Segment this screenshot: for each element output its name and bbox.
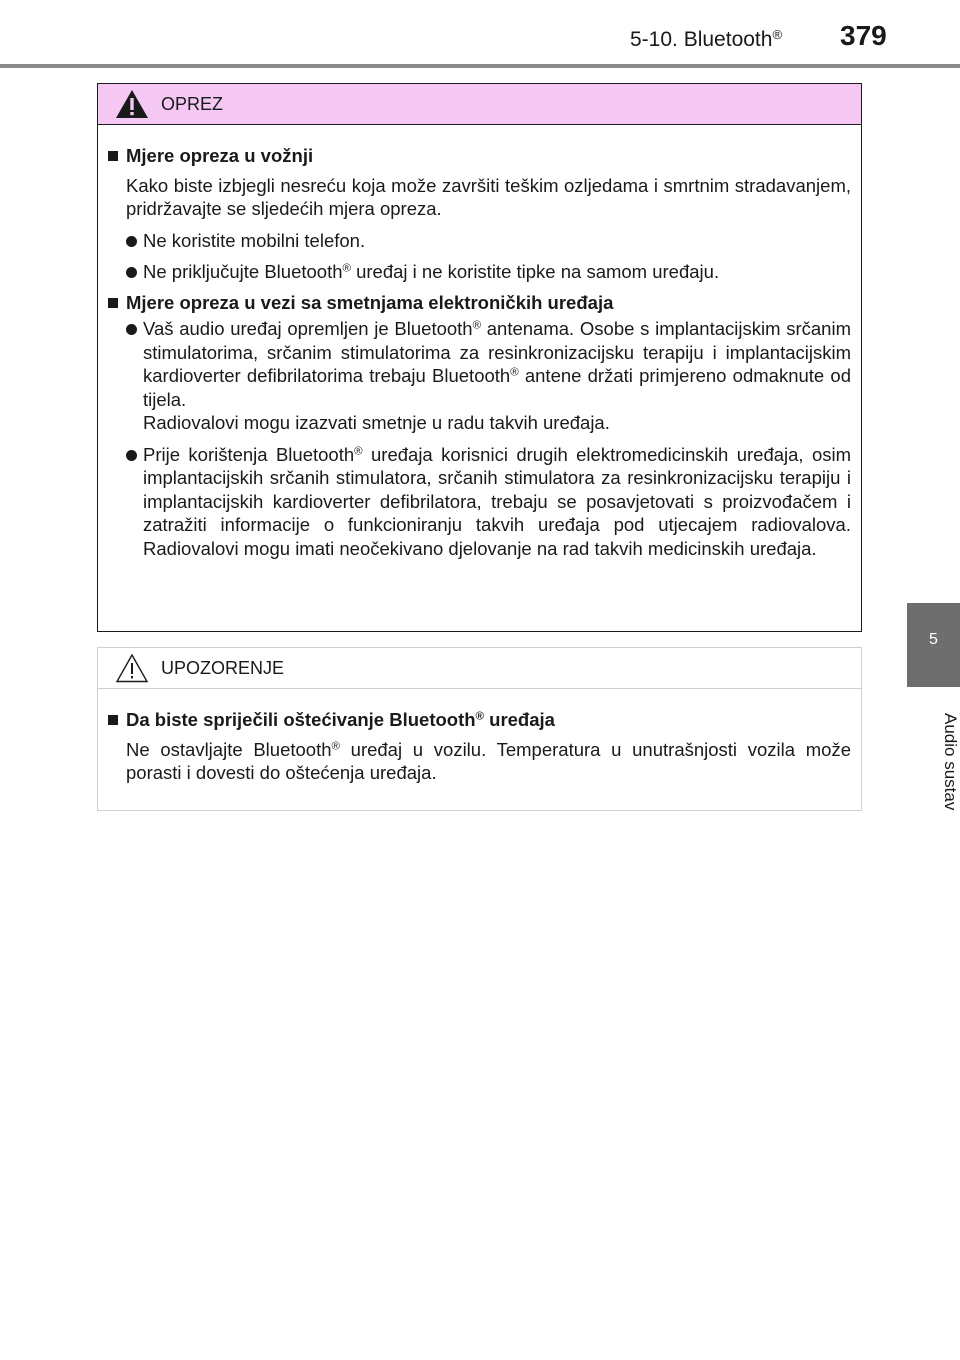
section-title: 5-10. Bluetooth® xyxy=(630,26,783,51)
round-bullet-icon xyxy=(126,324,137,335)
chapter-label: Audio sustav xyxy=(941,713,960,811)
caution-header xyxy=(98,84,861,125)
registered-mark: ® xyxy=(772,26,783,42)
section-heading: Mjere opreza u vezi sa smetnjama elektroničkih uređaja xyxy=(104,291,851,315)
section-heading: Da biste spriječili oštećivanje Bluetooth® uređaja xyxy=(104,708,851,732)
section-heading: Mjere opreza u vožnji xyxy=(104,144,851,168)
round-bullet-icon xyxy=(126,450,137,461)
square-bullet-icon xyxy=(108,298,118,308)
list-item: Prije korištenja Bluetooth® uređaja korisnici drugih elektromedicinskih uređaja, osim implantacijskih srčanih stimulatora, srčanih stimulatora za resinkronizacijsku terapiju i implantacijskih kardioverter defibrilatora, trebaju se posavjetovati s proizvođačem i zatražiti informacije o funkcioniranju takvih uređaja pod utjecajem radiovalova. Radiovalovi mogu imati neočekivano djelovanje na rad takvih medicinskih uređaja. xyxy=(126,443,851,561)
caution-box xyxy=(97,83,862,632)
caution-heading: OPREZ xyxy=(161,93,224,114)
notice-header xyxy=(98,648,861,689)
page-number: 379 xyxy=(840,20,887,51)
section-text: Ne ostavljajte Bluetooth® uređaj u vozilu. Temperatura u unutrašnjosti vozila može porasti i dovesti do oštećenja uređaja. xyxy=(126,738,851,783)
warning-outline-icon xyxy=(115,653,149,683)
square-bullet-icon xyxy=(108,715,118,725)
chapter-tab xyxy=(907,603,960,687)
round-bullet-icon xyxy=(126,267,137,278)
warning-icon xyxy=(115,89,149,119)
chapter-number: 5 xyxy=(929,631,938,648)
notice-box xyxy=(97,647,862,811)
section-intro: Kako biste izbjegli nesreću koja može završiti teškim ozljedama i smrtnim stradavanjem, pridržavajte se sljedećih mjera opreza. xyxy=(126,174,851,219)
list-item: Ne priključujte Bluetooth® uređaj i ne koristite tipke na samom uređaju. xyxy=(126,260,851,284)
list-item: Vaš audio uređaj opremljen je Bluetooth® antenama. Osobe s implantacijskim srčanim stimulatorima, srčanim stimulatorima za resinkronizacijsku terapiju i implantacijskim kardioverter defibrilatorima trebaju Bluetooth® antene držati primjereno odmaknute od tijela. Radiovalovi mogu izazvati smetnje u radu takvih uređaja. xyxy=(126,317,851,435)
square-bullet-icon xyxy=(108,151,118,161)
list-item: Ne koristite mobilni telefon. xyxy=(126,229,851,253)
header-divider xyxy=(0,64,960,68)
round-bullet-icon xyxy=(126,236,137,247)
notice-heading: UPOZORENJE xyxy=(161,657,285,678)
